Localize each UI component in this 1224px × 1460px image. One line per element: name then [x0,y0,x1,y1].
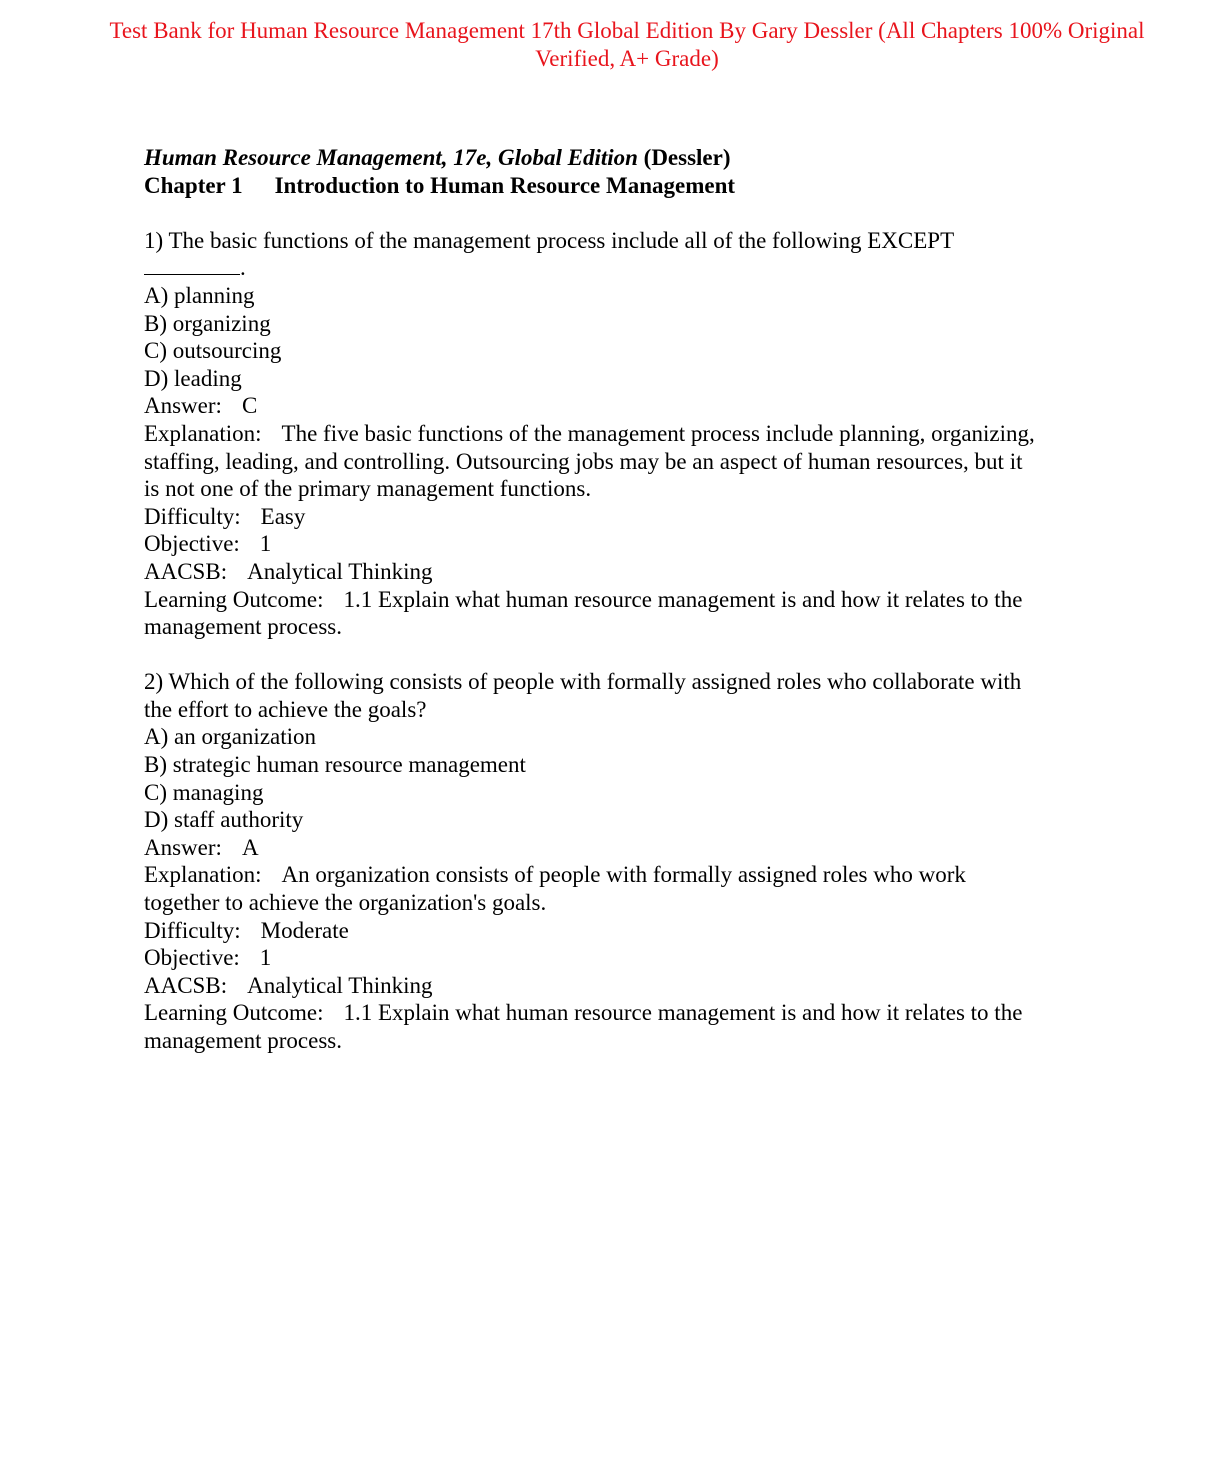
question-1 [144,227,1084,641]
explanation-label: Explanation: [144,862,262,888]
answer-line: Answer: C [144,393,258,419]
option-d: D) staff authority [144,807,304,833]
objective-value: 1 [259,531,272,557]
book-title-line [144,144,1084,172]
chapter-heading [144,172,1084,200]
answer-value: A [241,834,259,860]
option-c: C) managing [144,779,264,805]
answer-value: C [241,393,258,419]
document-header [60,17,1194,73]
objective-line: Objective: 1 [144,531,272,557]
answer-blank [144,254,240,275]
difficulty-value: Easy [260,503,306,529]
chapter-number: Chapter 1 [144,172,243,198]
book-title: Human Resource Management, 17e, Global Edition [144,145,638,170]
explanation-label: Explanation: [144,420,262,446]
option-d: D) leading [144,365,242,391]
difficulty-line: Difficulty: Moderate [144,917,349,943]
aacsb-line: AACSB: Analytical Thinking [144,972,433,998]
question-stem: 1) The basic functions of the management process include all of the following EXCEPT [144,227,955,253]
answer-line: Answer: A [144,834,259,860]
explanation: Explanation: An organization consists of people with formally assigned roles who work together to achieve the organization's goals. [144,862,966,916]
aacsb-line: AACSB: Analytical Thinking [144,558,433,584]
book-author: (Dessler) [643,145,731,170]
option-a: A) an organization [144,724,317,750]
learning-outcome: Learning Outcome: 1.1 Explain what human resource management is and how it relates to the management process. [144,1000,1023,1053]
aacsb-value: Analytical Thinking [247,558,433,584]
header-line-1: Test Bank for Human Resource Management 17th Global Edition By Gary Dessler (All Chapters 100% Original [109,18,1145,43]
question-2 [144,668,1084,1054]
chapter-title: Introduction to Human Resource Management [274,172,736,198]
learning-outcome: Learning Outcome: 1.1 Explain what human resource management is and how it relates to the management process. [144,586,1023,640]
document-body [144,144,1084,1055]
option-b: B) organizing [144,310,271,336]
question-stem-blank-line: . [144,254,1084,282]
objective-line: Objective: 1 [144,945,272,971]
question-stem: 2) Which of the following consists of people with formally assigned roles who collaborate with [144,669,1022,695]
aacsb-value: Analytical Thinking [247,972,433,998]
difficulty-line: Difficulty: Easy [144,503,306,529]
option-b: B) strategic human resource management [144,752,526,778]
option-c: C) outsourcing [144,338,282,364]
difficulty-value: Moderate [260,917,349,943]
objective-value: 1 [259,945,272,971]
header-line-2: Verified, A+ Grade) [535,46,719,71]
explanation: Explanation: The five basic functions of the management process include planning, organizing, staffing, leading, and controlling. Outsourcing jobs may be an aspect of human resources, but it is not one of the primary management functions. [144,420,1035,502]
option-a: A) planning [144,282,255,308]
question-stem-line-2: the effort to achieve the goals? [144,696,427,722]
